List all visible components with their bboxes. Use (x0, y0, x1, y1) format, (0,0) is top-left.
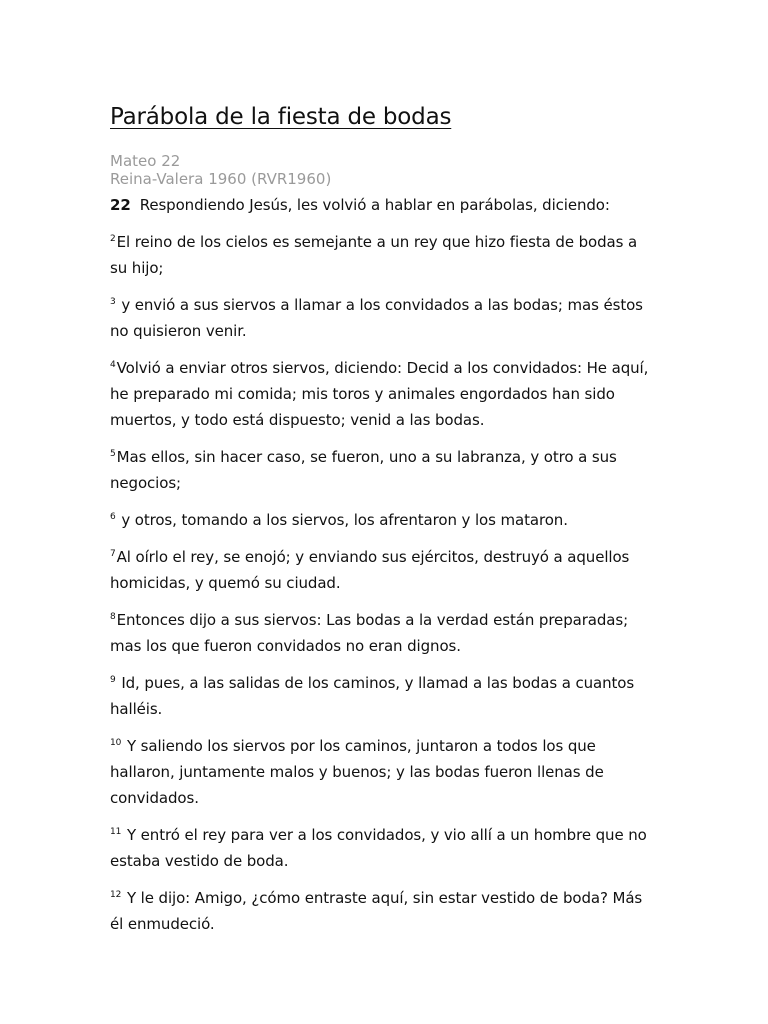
verse-number: 8 (110, 612, 116, 622)
passage-reference (110, 152, 650, 188)
verse-number: 9 (110, 675, 116, 685)
verse-text: El reino de los cielos es semejante a un rey que hizo fiesta de bodas a su hijo; (110, 233, 638, 277)
verse-number: 3 (110, 297, 116, 307)
verse-10 (110, 733, 650, 811)
document-page (110, 100, 650, 937)
verse-text: y envió a sus siervos a llamar a los convidados a las bodas; mas éstos no quisieron venir. (110, 296, 643, 340)
verse-12 (110, 885, 650, 937)
verse-number: 6 (110, 512, 116, 522)
bible-version: Reina-Valera 1960 (RVR1960) (110, 170, 332, 188)
verse-4 (110, 355, 650, 433)
verse-8 (110, 607, 650, 659)
verse-text: Id, pues, a las salidas de los caminos, y llamad a las bodas a cuantos halléis. (110, 674, 635, 718)
verse-11 (110, 822, 650, 874)
verse-text: Mas ellos, sin hacer caso, se fueron, uno a su labranza, y otro a sus negocios; (110, 448, 617, 492)
verse-number: 5 (110, 449, 116, 459)
page-title: Parábola de la fiesta de bodas (110, 104, 452, 130)
verse-text: Y saliendo los siervos por los caminos, juntaron a todos los que hallaron, juntamente malos y buenos; y las bodas fueron llenas de convidados. (110, 737, 604, 807)
verse-1 (110, 192, 650, 218)
verse-text: Respondiendo Jesús, les volvió a hablar en parábolas, diciendo: (139, 196, 610, 214)
verse-6 (110, 507, 650, 533)
verse-2 (110, 229, 650, 281)
chapter-number: 22 (110, 196, 131, 214)
verse-5 (110, 444, 650, 496)
verse-3 (110, 292, 650, 344)
verse-text: Al oírlo el rey, se enojó; y enviando sus ejércitos, destruyó a aquellos homicidas, y quemó su ciudad. (110, 548, 630, 592)
verse-text: Volvió a enviar otros siervos, diciendo: Decid a los convidados: He aquí, he preparado mi comida; mis toros y animales engordados han sido muertos, y todo está dispuesto; venid a las bodas. (110, 359, 649, 429)
verse-number: 4 (110, 360, 116, 370)
passage-name: Mateo 22 (110, 152, 181, 170)
verse-number: 10 (110, 738, 122, 748)
verse-7 (110, 544, 650, 596)
verse-text: Entonces dijo a sus siervos: Las bodas a la verdad están preparadas; mas los que fueron convidados no eran dignos. (110, 611, 629, 655)
verse-text: Y le dijo: Amigo, ¿cómo entraste aquí, sin estar vestido de boda? Más él enmudeció. (110, 889, 643, 933)
verse-number: 7 (110, 549, 116, 559)
verse-text: y otros, tomando a los siervos, los afrentaron y los mataron. (121, 511, 568, 529)
verse-number: 12 (110, 890, 122, 900)
verse-number: 11 (110, 827, 122, 837)
verse-text: Y entró el rey para ver a los convidados, y vio allí a un hombre que no estaba vestido de boda. (110, 826, 647, 870)
verse-number: 2 (110, 234, 116, 244)
verse-9 (110, 670, 650, 722)
